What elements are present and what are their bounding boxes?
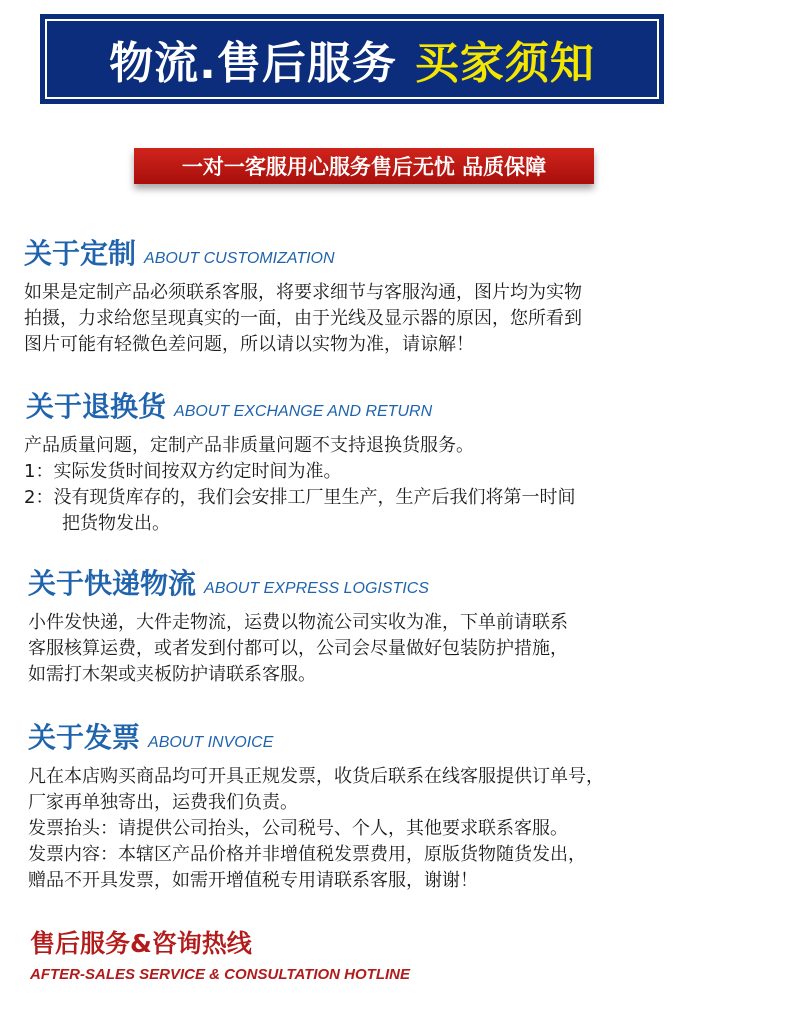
body-line: 赠品不开具发票，如需开增值税专用请联系客服，谢谢！	[28, 870, 478, 891]
section-subtitle: ABOUT EXCHANGE AND RETURN	[174, 403, 433, 420]
section-title: 关于发票	[28, 721, 141, 754]
header-banner	[40, 14, 664, 104]
section-body	[0, 433, 790, 537]
body-line: 1：实际发货时间按双方约定时间为准。	[24, 461, 342, 482]
section-invoice	[0, 716, 790, 894]
section-title: 关于退换货	[26, 390, 167, 423]
section-header	[0, 232, 790, 272]
hotline-section	[0, 924, 790, 983]
body-line: 发票抬头：请提供公司抬头，公司税号、个人，其他要求联系客服。	[28, 818, 568, 839]
section-subtitle: ABOUT CUSTOMIZATION	[144, 250, 335, 267]
section-header	[0, 716, 790, 756]
body-line: 如需打木架或夹板防护请联系客服。	[28, 664, 316, 685]
body-line: 凡在本店购买商品均可开具正规发票，收货后联系在线客服提供订单号，	[28, 766, 604, 787]
body-line: 客服核算运费，或者发到付都可以，公司会尽量做好包装防护措施，	[28, 638, 568, 659]
hotline-title: 售后服务&咨询热线	[30, 929, 252, 958]
body-line: 产品质量问题，定制产品非质量问题不支持退换货服务。	[24, 435, 474, 456]
section-exchange-return	[0, 385, 790, 537]
section-title: 关于定制	[24, 237, 137, 270]
header-banner-frame	[45, 19, 659, 99]
body-line: 拍摄，力求给您呈现真实的一面，由于光线及显示器的原因，您所看到	[24, 308, 582, 329]
slogan-ribbon: 一对一客服用心服务售后无忧 品质保障	[134, 148, 594, 184]
body-line: 2：没有现货库存的，我们会安排工厂里生产，生产后我们将第一时间	[24, 487, 576, 508]
body-line: 图片可能有轻微色差问题，所以请以实物为准，请谅解！	[24, 334, 474, 355]
section-header	[0, 385, 790, 425]
section-body	[0, 764, 790, 894]
body-line: 把货物发出。	[62, 513, 170, 534]
section-express-logistics	[0, 562, 790, 688]
section-body	[0, 280, 790, 358]
banner-highlight: 买家须知	[414, 38, 595, 89]
section-subtitle: ABOUT EXPRESS LOGISTICS	[204, 580, 429, 597]
section-header	[0, 562, 790, 602]
banner-title: 物流.售后服务	[109, 38, 397, 89]
body-line: 小件发快递，大件走物流，运费以物流公司实收为准，下单前请联系	[28, 612, 568, 633]
body-line: 如果是定制产品必须联系客服，将要求细节与客服沟通，图片均为实物	[24, 282, 582, 303]
body-line: 厂家再单独寄出，运费我们负责。	[28, 792, 298, 813]
section-customization	[0, 232, 790, 358]
section-title: 关于快递物流	[28, 567, 197, 600]
section-body	[0, 610, 790, 688]
body-line: 发票内容：本辖区产品价格并非增值税发票费用，原版货物随货发出，	[28, 844, 586, 865]
hotline-subtitle: AFTER-SALES SERVICE & CONSULTATION HOTLINE	[30, 966, 411, 983]
section-subtitle: ABOUT INVOICE	[148, 734, 274, 751]
